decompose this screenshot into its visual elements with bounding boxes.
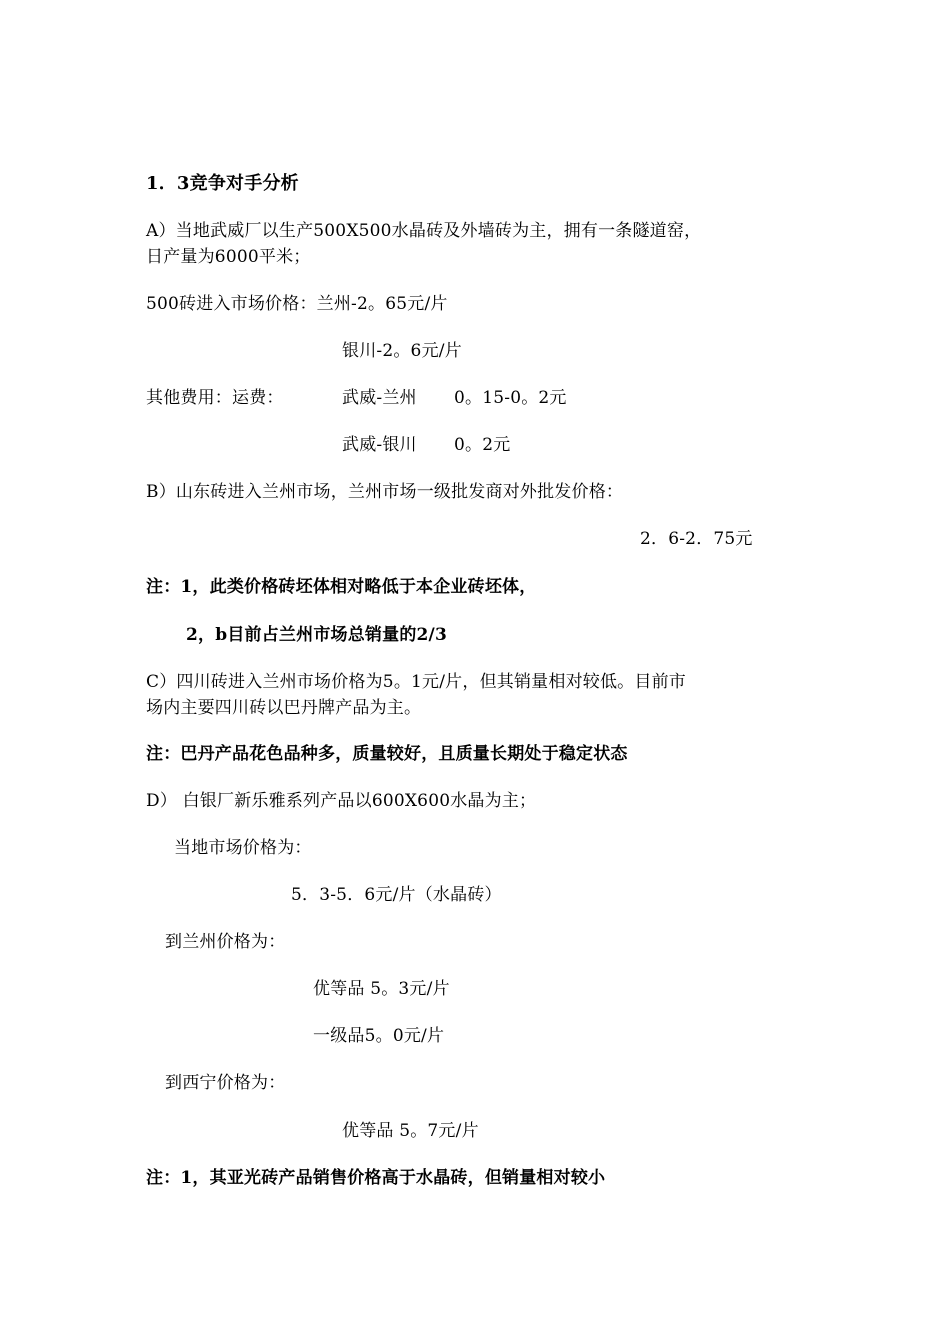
freight-yinchuan-route: 武威-银川 [342,435,417,455]
paragraph-b-line-1: B）山东砖进入兰州市场，兰州市场一级批发商对外批发价格： [146,482,624,502]
lanzhou-first-grade-price: 一级品5。0元/片 [313,1026,445,1046]
paragraph-b-price: 2．6-2．75元 [640,529,753,549]
local-price-value: 5．3-5．6元/片（水晶砖） [291,885,502,905]
price-500-yinchuan: 银川-2。6元/片 [342,341,462,361]
section-title: 1．3竞争对手分析 [146,173,299,194]
freight-lanzhou-price: 0。15-0。2元 [454,388,567,408]
local-price-label: 当地市场价格为： [174,838,312,858]
note-1-line-1: 注：1，此类价格砖坯体相对略低于本企业砖坯体， [146,577,537,597]
note-3: 注：1，其亚光砖产品销售价格高于水晶砖，但销量相对较小 [146,1168,606,1188]
note-1-line-2: 2，b目前占兰州市场总销量的2/3 [186,625,447,645]
paragraph-c-line-1: C）四川砖进入兰州市场价格为5。1元/片，但其销量相对较低。目前市 [146,672,686,692]
to-xining-label: 到西宁价格为： [165,1073,286,1093]
note-2: 注：巴丹产品花色品种多，质量较好，且质量长期处于稳定状态 [146,744,628,764]
paragraph-a-line-2: 日产量为6000平米； [146,247,311,267]
lanzhou-premium-price: 优等品 5。3元/片 [313,979,450,999]
paragraph-c-line-2: 场内主要四川砖以巴丹牌产品为主。 [146,698,422,718]
price-500-lanzhou: 500砖进入市场价格：兰州-2。65元/片 [146,294,448,314]
freight-lanzhou-route: 武威-兰州 [342,388,417,408]
other-fee-label: 其他费用：运费： [146,388,284,408]
freight-yinchuan-price: 0。2元 [454,435,511,455]
xining-premium-price: 优等品 5。7元/片 [342,1121,479,1141]
paragraph-a-line-1: A）当地武威厂以生产500X500水晶砖及外墙砖为主，拥有一条隧道窑， [146,221,702,241]
to-lanzhou-label: 到兰州价格为： [165,932,286,952]
paragraph-d-line-1: D） 白银厂新乐雅系列产品以600X600水晶为主； [146,791,537,811]
